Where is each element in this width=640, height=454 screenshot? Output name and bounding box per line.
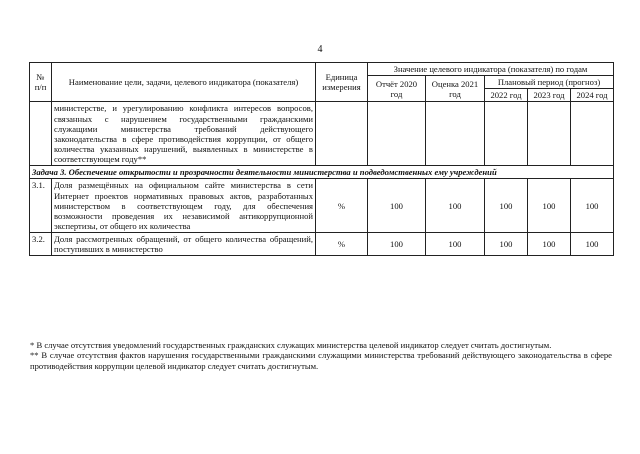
table-row bbox=[30, 233, 614, 256]
footnotes bbox=[30, 340, 612, 371]
header-2022: 2022 год bbox=[485, 89, 528, 102]
header-values: Значение целевого индикатора (показателя) по годам bbox=[368, 63, 614, 76]
continued-row bbox=[30, 102, 614, 166]
indicator-table bbox=[29, 62, 614, 256]
row-unit: % bbox=[316, 233, 368, 256]
header-unit: Единица измерения bbox=[316, 63, 368, 102]
header-2023: 2023 год bbox=[528, 89, 571, 102]
continued-text: министерстве, и урегулированию конфликта интересов вопросов, связанных с нарушением государственными гражданскими служащими министерства требований действующего законодательства в сфере противодействия коррупции, от общего количества указанных нарушений, выявленных в министерстве в соответствующем году** bbox=[52, 102, 316, 166]
footnote-1: * В случае отсутствия уведомлений государственных гражданских служащих министерства целевой индикатор следует считать достигнутым. bbox=[30, 340, 552, 350]
row-value-2022: 100 bbox=[485, 233, 528, 256]
header-plan: Плановый период (прогноз) bbox=[485, 76, 614, 89]
table-row bbox=[30, 179, 614, 233]
row-value-2022: 100 bbox=[485, 179, 528, 233]
row-value-2020: 100 bbox=[368, 233, 426, 256]
task-row bbox=[30, 166, 614, 179]
row-value-2020: 100 bbox=[368, 179, 426, 233]
footnote-2: ** В случае отсутствия фактов нарушения государственными гражданскими служащими министерства требований действующего законодательства в сфере противодействия коррупции целевой индикатор следует считать достигнутым. bbox=[30, 350, 612, 371]
row-unit: % bbox=[316, 179, 368, 233]
row-value-2023: 100 bbox=[528, 233, 571, 256]
row-value-2024: 100 bbox=[571, 233, 614, 256]
header-2024: 2024 год bbox=[571, 89, 614, 102]
header-row-1 bbox=[30, 63, 614, 76]
row-name: Доля рассмотренных обращений, от общего количества обращений, поступивших в министерство bbox=[52, 233, 316, 256]
task-3-title: Задача 3. Обеспечение открытости и прозрачности деятельности министерства и подведомственных ему учреждений bbox=[30, 166, 614, 179]
header-name: Наименование цели, задачи, целевого индикатора (показателя) bbox=[52, 63, 316, 102]
row-value-2023: 100 bbox=[528, 179, 571, 233]
row-value-2024: 100 bbox=[571, 179, 614, 233]
header-report: Отчёт 2020 год bbox=[368, 76, 426, 102]
header-estimate: Оценка 2021 год bbox=[426, 76, 485, 102]
row-num: 3.1. bbox=[30, 179, 52, 233]
row-value-2021: 100 bbox=[426, 179, 485, 233]
page-number: 4 bbox=[317, 44, 323, 55]
header-num: № п/п bbox=[30, 63, 52, 102]
row-value-2021: 100 bbox=[426, 233, 485, 256]
row-num: 3.2. bbox=[30, 233, 52, 256]
row-name: Доля размещённых на официальном сайте министерства в сети Интернет проектов нормативных правовых актов, разработанных министерством в соответствующем году, для обеспечения возможности проведения их независимой антикоррупционной экспертизы, от общего их количества bbox=[52, 179, 316, 233]
